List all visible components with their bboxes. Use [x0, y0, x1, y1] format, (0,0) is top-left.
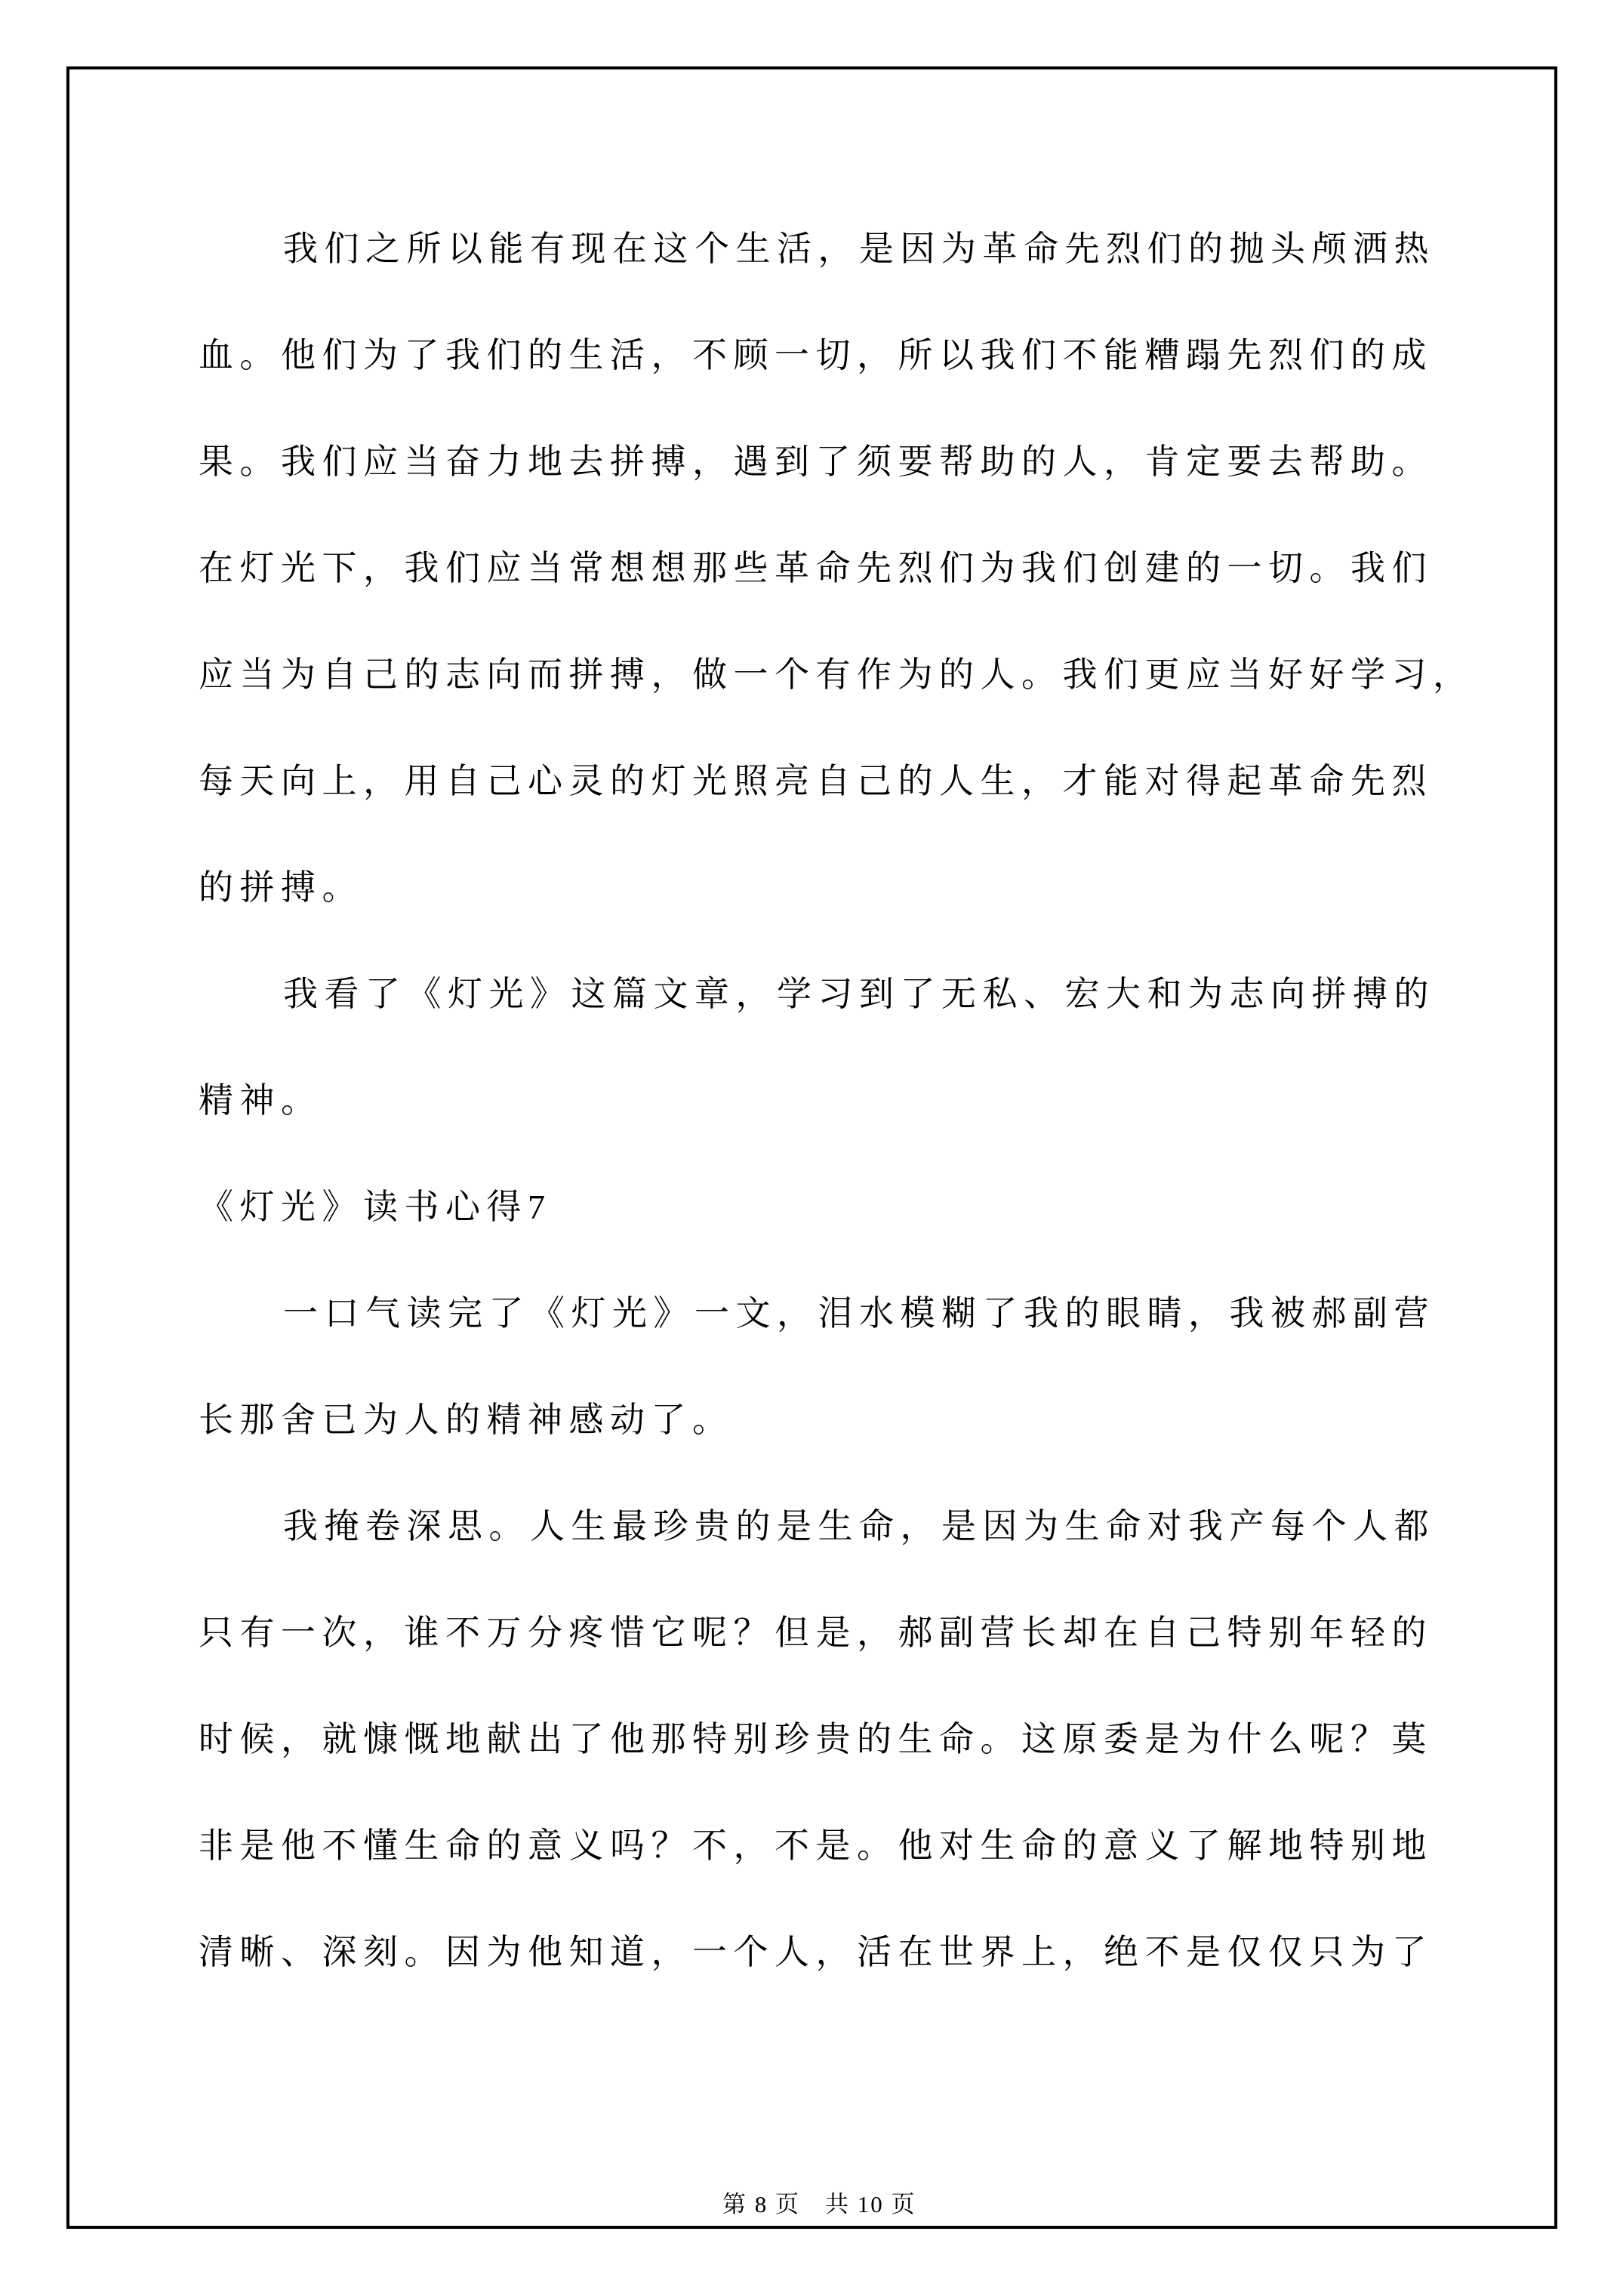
text-line: 精神。: [199, 1081, 322, 1120]
text-line: 一口气读完了《灯光》一文，泪水模糊了我的眼睛，我被郝副营: [283, 1294, 1435, 1333]
text-line: 每天向上，用自己心灵的灯光照亮自己的人生，才能对得起革命先烈: [199, 762, 1433, 800]
text-line: 应当为自己的志向而拼搏，做一个有作为的人。我们更应当好好学习，: [199, 655, 1474, 694]
text-line: 《灯光》读书心得7: [199, 1188, 552, 1226]
footer-page-indicator: 第 8 页 共 10 页: [722, 2191, 916, 2217]
text-line: 我掩卷深思。人生最珍贵的是生命，是因为生命对我产每个人都: [283, 1507, 1435, 1546]
text-line: 血。他们为了我们的生活，不顾一切，所以我们不能糟蹋先烈们的成: [199, 336, 1433, 374]
text-line: 时候，就慷慨地献出了他那特别珍贵的生命。这原委是为什么呢？莫: [199, 1720, 1433, 1758]
text-line: 清晰、深刻。因为他知道，一个人，活在世界上，绝不是仅仅只为了: [199, 1933, 1433, 1971]
text-line: 的拼搏。: [199, 868, 363, 907]
text-line: 在灯光下，我们应当常想想那些革命先烈们为我们创建的一切。我们: [199, 549, 1433, 587]
text-line: 非是他不懂生命的意义吗？不，不是。他对生命的意义了解地特别地: [199, 1826, 1433, 1865]
text-line: 长那舍已为人的精神感动了。: [199, 1401, 734, 1439]
page-footer: [66, 2114, 1557, 2217]
text-line: 我们之所以能有现在这个生活，是因为革命先烈们的抛头颅洒热: [283, 230, 1435, 268]
text-line: 果。我们应当奋力地去拼搏，遇到了须要帮助的人，肯定要去帮助。: [199, 442, 1433, 481]
text-line: 只有一次，谁不万分疼惜它呢？但是，郝副营长却在自己特别年轻的: [199, 1613, 1433, 1652]
document-body: [199, 196, 1474, 2005]
text-line: 我看了《灯光》这篇文章，学习到了无私、宏大和为志向拼搏的: [283, 975, 1435, 1013]
